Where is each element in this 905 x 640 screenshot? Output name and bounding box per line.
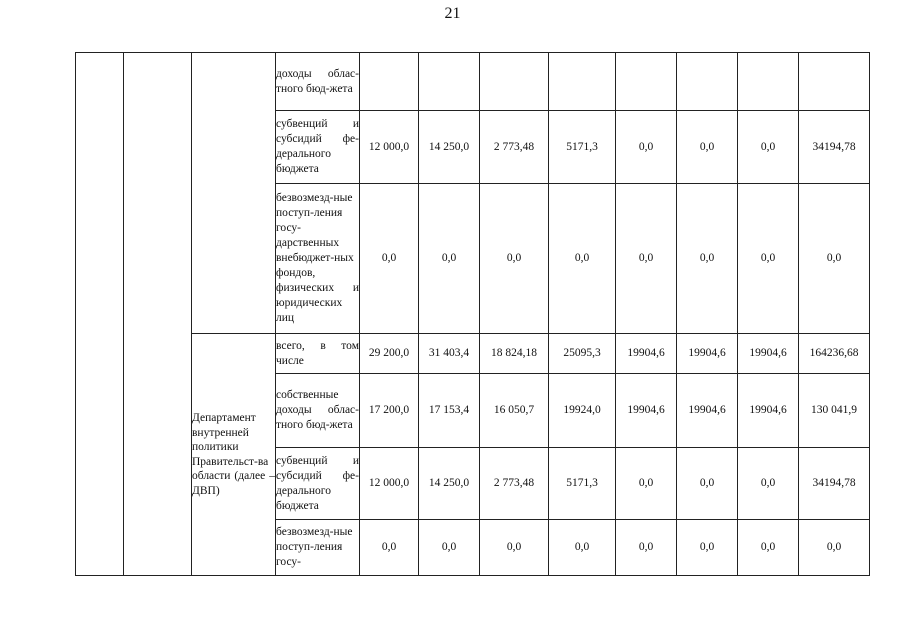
funding-source-cell: доходы облас-тного бюд-жета bbox=[276, 53, 360, 111]
blank-cell bbox=[192, 53, 276, 334]
value-cell: 0,0 bbox=[738, 448, 799, 520]
funding-source-cell: субвенций и субсидий фе-дерального бюджета bbox=[276, 448, 360, 520]
value-cell: 0,0 bbox=[616, 520, 677, 576]
funding-source-cell: безвозмезд-ные поступ-ления госу- bbox=[276, 520, 360, 576]
value-cell: 34194,78 bbox=[799, 111, 870, 184]
department-cell: Департамент внутренней политики Правительст-ва области (далее – ДВП) bbox=[192, 334, 276, 576]
value-cell: 0,0 bbox=[677, 184, 738, 334]
budget-table bbox=[75, 52, 870, 576]
value-cell: 29 200,0 bbox=[360, 334, 419, 374]
value-cell bbox=[480, 53, 549, 111]
value-cell: 31 403,4 bbox=[419, 334, 480, 374]
blank-cell bbox=[76, 53, 124, 576]
value-cell: 2 773,48 bbox=[480, 111, 549, 184]
value-cell: 16 050,7 bbox=[480, 374, 549, 448]
value-cell: 19904,6 bbox=[616, 374, 677, 448]
value-cell: 2 773,48 bbox=[480, 448, 549, 520]
value-cell: 25095,3 bbox=[549, 334, 616, 374]
value-cell: 0,0 bbox=[799, 520, 870, 576]
value-cell: 5171,3 bbox=[549, 111, 616, 184]
value-cell: 0,0 bbox=[549, 184, 616, 334]
value-cell bbox=[419, 53, 480, 111]
value-cell: 0,0 bbox=[677, 448, 738, 520]
value-cell: 19904,6 bbox=[677, 334, 738, 374]
funding-source-cell: безвозмезд-ные поступ-ления госу-дарственных внебюджет-ных фондов, физических и юридических лиц bbox=[276, 184, 360, 334]
value-cell: 0,0 bbox=[616, 111, 677, 184]
blank-cell bbox=[124, 53, 192, 576]
value-cell: 5171,3 bbox=[549, 448, 616, 520]
funding-source-cell: всего, в том числе bbox=[276, 334, 360, 374]
value-cell: 19924,0 bbox=[549, 374, 616, 448]
value-cell: 14 250,0 bbox=[419, 448, 480, 520]
value-cell bbox=[738, 53, 799, 111]
value-cell: 17 153,4 bbox=[419, 374, 480, 448]
value-cell: 17 200,0 bbox=[360, 374, 419, 448]
value-cell: 34194,78 bbox=[799, 448, 870, 520]
value-cell: 0,0 bbox=[419, 520, 480, 576]
value-cell: 0,0 bbox=[616, 448, 677, 520]
value-cell: 19904,6 bbox=[738, 334, 799, 374]
table-row bbox=[76, 53, 870, 111]
value-cell: 0,0 bbox=[677, 520, 738, 576]
value-cell bbox=[549, 53, 616, 111]
value-cell: 0,0 bbox=[738, 111, 799, 184]
value-cell: 0,0 bbox=[738, 184, 799, 334]
value-cell: 0,0 bbox=[616, 184, 677, 334]
value-cell: 0,0 bbox=[360, 184, 419, 334]
value-cell: 12 000,0 bbox=[360, 111, 419, 184]
value-cell: 19904,6 bbox=[616, 334, 677, 374]
page-number: 21 bbox=[444, 5, 461, 22]
value-cell bbox=[677, 53, 738, 111]
value-cell bbox=[360, 53, 419, 111]
value-cell bbox=[799, 53, 870, 111]
value-cell: 14 250,0 bbox=[419, 111, 480, 184]
value-cell: 19904,6 bbox=[677, 374, 738, 448]
value-cell: 0,0 bbox=[360, 520, 419, 576]
value-cell: 12 000,0 bbox=[360, 448, 419, 520]
value-cell: 19904,6 bbox=[738, 374, 799, 448]
value-cell: 0,0 bbox=[480, 520, 549, 576]
value-cell: 0,0 bbox=[480, 184, 549, 334]
table-row bbox=[76, 334, 870, 374]
value-cell bbox=[616, 53, 677, 111]
value-cell: 130 041,9 bbox=[799, 374, 870, 448]
value-cell: 0,0 bbox=[738, 520, 799, 576]
value-cell: 0,0 bbox=[677, 111, 738, 184]
value-cell: 0,0 bbox=[799, 184, 870, 334]
value-cell: 164236,68 bbox=[799, 334, 870, 374]
funding-source-cell: собственные доходы облас-тного бюд-жета bbox=[276, 374, 360, 448]
funding-source-cell: субвенций и субсидий фе-дерального бюджета bbox=[276, 111, 360, 184]
value-cell: 0,0 bbox=[419, 184, 480, 334]
value-cell: 18 824,18 bbox=[480, 334, 549, 374]
value-cell: 0,0 bbox=[549, 520, 616, 576]
